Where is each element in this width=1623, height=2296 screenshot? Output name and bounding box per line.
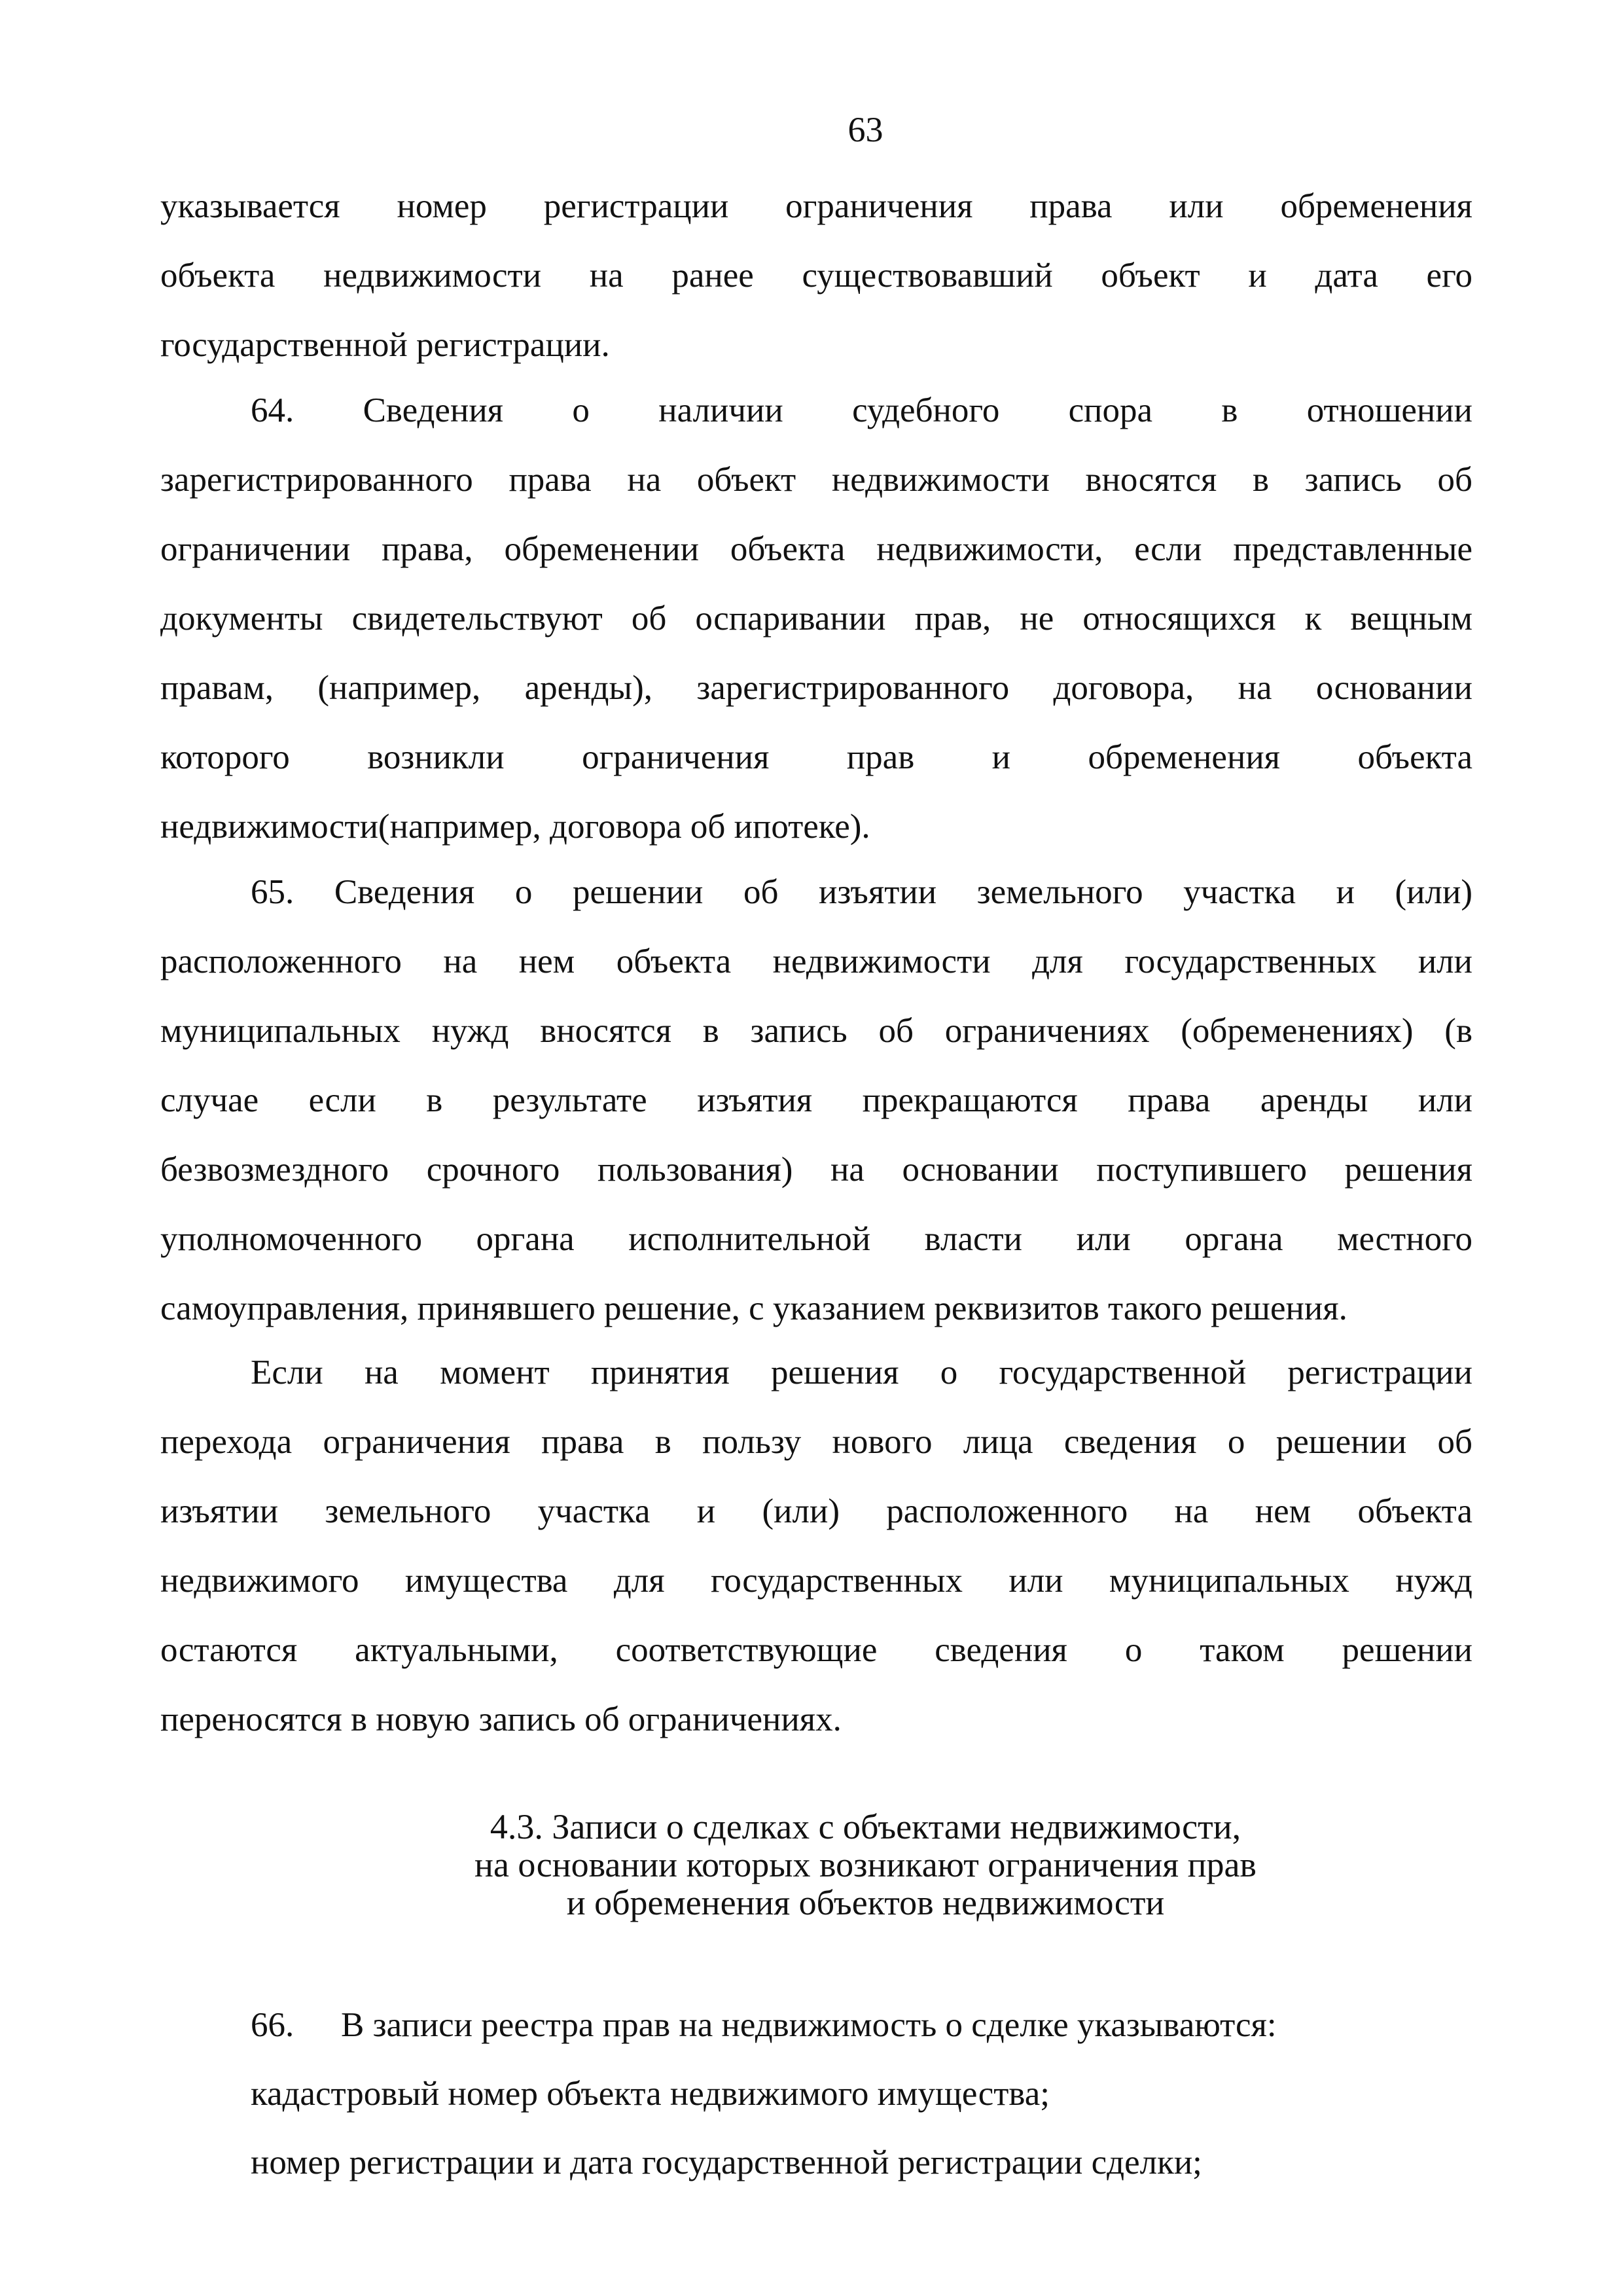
text-line: недвижимости(например, договора об ипотеке). — [160, 808, 870, 846]
heading-line: и обременения объектов недвижимости — [566, 1883, 1165, 1922]
text-line — [251, 1991, 1474, 2060]
text-line: случае если в результате изъятия прекращаются права аренды или — [160, 1081, 1472, 1119]
paragraph-66 — [251, 1991, 1474, 2197]
text-line: муниципальных нужд вносятся в запись об ограничениях (обременениях) (в — [160, 1012, 1472, 1050]
text-line: документы свидетельствуют об оспаривании прав, не относящихся к вещным — [160, 600, 1472, 637]
item-text: В записи реестра прав на недвижимость о сделке указываются: — [341, 2006, 1277, 2044]
paragraph-intro — [160, 171, 1472, 380]
text-line: расположенного на нем объекта недвижимости для государственных или — [160, 942, 1472, 980]
page-number: 63 — [847, 110, 883, 149]
text-line: указывается номер регистрации ограничения права или обременения — [160, 187, 1472, 225]
text-line: изъятии земельного участка и (или) расположенного на нем объекта — [160, 1492, 1472, 1530]
text-line: недвижимого имущества для государственных или муниципальных нужд — [160, 1562, 1472, 1600]
item-number: 66. — [251, 2006, 294, 2044]
text-line: перехода ограничения права в пользу нового лица сведения о решении об — [160, 1423, 1472, 1461]
text-line: переносятся в новую запись об ограничениях. — [160, 1700, 842, 1738]
text-line: государственной регистрации. — [160, 326, 610, 364]
text-line: правам, (например, аренды), зарегистрированного договора, на основании — [160, 669, 1472, 707]
text-line: уполномоченного органа исполнительной власти или органа местного — [160, 1220, 1472, 1258]
text-line: ограничении права, обременении объекта недвижимости, если представленные — [160, 530, 1472, 568]
text-line: кадастровый номер объекта недвижимого имущества; — [251, 2075, 1050, 2113]
text-line: 64. Сведения о наличии судебного спора в отношении — [251, 391, 1472, 429]
text-line: объекта недвижимости на ранее существовавший объект и дата его — [160, 257, 1472, 295]
paragraph-65-continued — [160, 1338, 1472, 1754]
heading-line: на основании которых возникают ограничения прав — [474, 1845, 1257, 1884]
text-line: которого возникли ограничения прав и обременения объекта — [160, 738, 1472, 776]
heading-line: 4.3. Записи о сделках с объектами недвижимости, — [490, 1807, 1241, 1846]
section-heading — [0, 1808, 1623, 1922]
text-line: номер регистрации и дата государственной регистрации сделки; — [251, 2144, 1202, 2181]
text-line: остаются актуальными, соответствующие сведения о таком решении — [160, 1631, 1472, 1669]
paragraph-65 — [160, 857, 1472, 1343]
text-line: 65. Сведения о решении об изъятии земельного участка и (или) — [251, 873, 1472, 911]
text-line: зарегистрированного права на объект недвижимости вносятся в запись об — [160, 461, 1472, 499]
text-line: самоуправления, принявшего решение, с указанием реквизитов такого решения. — [160, 1289, 1347, 1327]
text-line: безвозмездного срочного пользования) на основании поступившего решения — [160, 1151, 1472, 1189]
text-line: Если на момент принятия решения о государственной регистрации — [251, 1354, 1472, 1391]
paragraph-64 — [160, 376, 1472, 861]
